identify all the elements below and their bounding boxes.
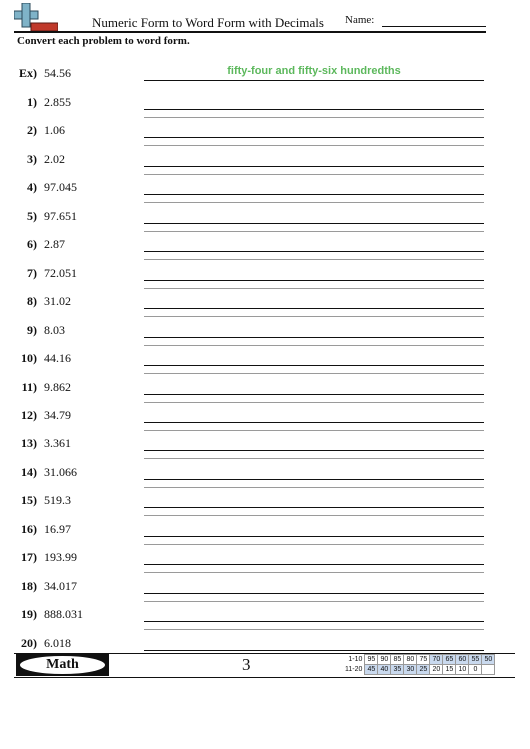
- problem-row: [0, 266, 530, 288]
- problem-value: 8.03: [44, 322, 65, 337]
- answer-guide-line: [144, 174, 484, 175]
- name-line: [382, 26, 486, 27]
- problem-value: 519.3: [44, 493, 71, 508]
- answer-guide-line: [144, 402, 484, 403]
- name-label: Name:: [345, 14, 375, 26]
- problem-value: 72.051: [44, 265, 77, 280]
- answer-field[interactable]: [144, 450, 484, 451]
- problem-value: 2.87: [44, 237, 65, 252]
- problem-number: 2): [27, 123, 37, 138]
- answer-guide-line: [144, 572, 484, 573]
- problem-number: 17): [21, 550, 37, 565]
- score-cell: 80: [404, 655, 417, 665]
- footer-bottom-rule: [14, 677, 515, 678]
- problem-row: [0, 152, 530, 174]
- answer-field[interactable]: [144, 479, 484, 480]
- answer-guide-line: [144, 145, 484, 146]
- problem-number: 11): [21, 379, 37, 394]
- answer-field[interactable]: [144, 337, 484, 338]
- problem-number: 7): [27, 265, 37, 280]
- answer-guide-line: [144, 515, 484, 516]
- problem-row: [0, 180, 530, 202]
- problem-value: 6.018: [44, 635, 71, 650]
- answer-guide-line: [144, 544, 484, 545]
- answer-field[interactable]: [144, 109, 484, 110]
- example-row: [0, 66, 530, 88]
- answer-field[interactable]: [144, 593, 484, 594]
- problem-row: [0, 465, 530, 487]
- problem-row: [0, 209, 530, 231]
- subject-badge: [16, 654, 109, 676]
- problem-number: 20): [21, 635, 37, 650]
- score-cell: 0: [469, 665, 482, 675]
- problem-value: 31.066: [44, 464, 77, 479]
- answer-field[interactable]: [144, 621, 484, 622]
- score-row-label: 11-20: [345, 666, 363, 673]
- problem-value: 44.16: [44, 351, 71, 366]
- score-cell: 40: [378, 665, 391, 675]
- problem-number: 1): [27, 95, 37, 109]
- header-rule: [14, 31, 486, 33]
- problem-value: 31.02: [44, 294, 71, 309]
- math-logo-icon: [14, 3, 58, 33]
- problem-row: [0, 579, 530, 601]
- score-cell: 35: [391, 665, 404, 675]
- answer-guide-line: [144, 231, 484, 232]
- problem-value: 97.651: [44, 208, 77, 223]
- answer-guide-line: [144, 430, 484, 431]
- score-cell: 70: [430, 655, 443, 665]
- answer-guide-line: [144, 373, 484, 374]
- problem-number: 4): [27, 180, 37, 195]
- problem-value: 9.862: [44, 379, 71, 394]
- problem-row: [0, 123, 530, 145]
- problem-number: 12): [21, 407, 37, 422]
- problem-value: 34.79: [44, 407, 71, 422]
- problem-number: 15): [21, 493, 37, 508]
- score-cell: 50: [482, 655, 495, 665]
- problem-row: [0, 408, 530, 430]
- problem-number: 10): [21, 351, 37, 366]
- problem-number: 18): [21, 578, 37, 593]
- problem-row: [0, 493, 530, 515]
- problem-number: 6): [27, 237, 37, 252]
- problem-value: 3.361: [44, 436, 71, 451]
- score-cell: 20: [430, 665, 443, 675]
- footer: [14, 653, 515, 677]
- problem-row: [0, 607, 530, 629]
- problem-value: 888.031: [44, 607, 83, 622]
- answer-guide-line: [144, 458, 484, 459]
- problem-number: 3): [27, 151, 37, 166]
- problem-row: [0, 323, 530, 345]
- score-cell: 10: [456, 665, 469, 675]
- page-title: Numeric Form to Word Form with Decimals: [92, 15, 324, 30]
- problem-number: 14): [21, 464, 37, 479]
- answer-line: [144, 80, 484, 81]
- problem-row: [0, 294, 530, 316]
- problem-number: 9): [27, 322, 37, 337]
- answer-field[interactable]: [144, 166, 484, 167]
- answer-field[interactable]: [144, 251, 484, 252]
- problem-row: [0, 351, 530, 373]
- problem-value: 97.045: [44, 180, 77, 195]
- score-cell: 90: [378, 655, 391, 665]
- score-row: [344, 665, 495, 675]
- subject-label: Math: [20, 656, 105, 674]
- problem-value: 34.017: [44, 578, 77, 593]
- answer-field[interactable]: [144, 650, 484, 651]
- answer-guide-line: [144, 117, 484, 118]
- score-cell: 25: [417, 665, 430, 675]
- score-cell: 75: [417, 655, 430, 665]
- answer-guide-line: [144, 259, 484, 260]
- problem-value: 193.99: [44, 550, 77, 565]
- answer-guide-line: [144, 316, 484, 317]
- answer-field[interactable]: [144, 564, 484, 565]
- problem-row: [0, 380, 530, 402]
- answer-field[interactable]: [144, 280, 484, 281]
- problem-number: 13): [21, 436, 37, 451]
- problem-row: [0, 522, 530, 544]
- answer-field[interactable]: [144, 394, 484, 395]
- score-row: [344, 655, 495, 665]
- example-value: 54.56: [44, 66, 71, 80]
- problem-number: 5): [27, 208, 37, 223]
- answer-guide-line: [144, 345, 484, 346]
- answer-field[interactable]: [144, 308, 484, 309]
- example-answer: fifty-four and fifty-six hundredths: [227, 65, 401, 77]
- answer-guide-line: [144, 288, 484, 289]
- problem-value: 1.06: [44, 123, 65, 138]
- score-cell: 55: [469, 655, 482, 665]
- answer-guide-line: [144, 487, 484, 488]
- score-table: [344, 654, 495, 675]
- problem-row: [0, 237, 530, 259]
- problem-row: [0, 550, 530, 572]
- problem-number: 8): [27, 294, 37, 309]
- answer-field[interactable]: [144, 223, 484, 224]
- instructions: Convert each problem to word form.: [17, 35, 190, 47]
- example-number: Ex): [19, 66, 37, 80]
- answer-field[interactable]: [144, 365, 484, 366]
- score-cell: 65: [443, 655, 456, 665]
- score-cell: 95: [365, 655, 378, 665]
- score-cell: [482, 665, 495, 675]
- answer-guide-line: [144, 202, 484, 203]
- score-cell: 60: [456, 655, 469, 665]
- page-number: 3: [242, 655, 251, 674]
- problem-value: 2.02: [44, 151, 65, 166]
- problem-row: [0, 95, 530, 117]
- score-cell: 85: [391, 655, 404, 665]
- problem-row: [0, 436, 530, 458]
- score-cell: 30: [404, 665, 417, 675]
- problem-number: 19): [21, 607, 37, 622]
- problem-value: 16.97: [44, 521, 71, 536]
- answer-field[interactable]: [144, 194, 484, 195]
- answer-field[interactable]: [144, 137, 484, 138]
- answer-guide-line: [144, 629, 484, 630]
- score-row-label: 1-10: [348, 656, 363, 663]
- problem-value: 2.855: [44, 95, 71, 109]
- score-cell: 15: [443, 665, 456, 675]
- answer-guide-line: [144, 601, 484, 602]
- score-cell: 45: [365, 665, 378, 675]
- problem-number: 16): [21, 521, 37, 536]
- answer-field[interactable]: [144, 422, 484, 423]
- answer-field[interactable]: [144, 536, 484, 537]
- answer-field[interactable]: [144, 507, 484, 508]
